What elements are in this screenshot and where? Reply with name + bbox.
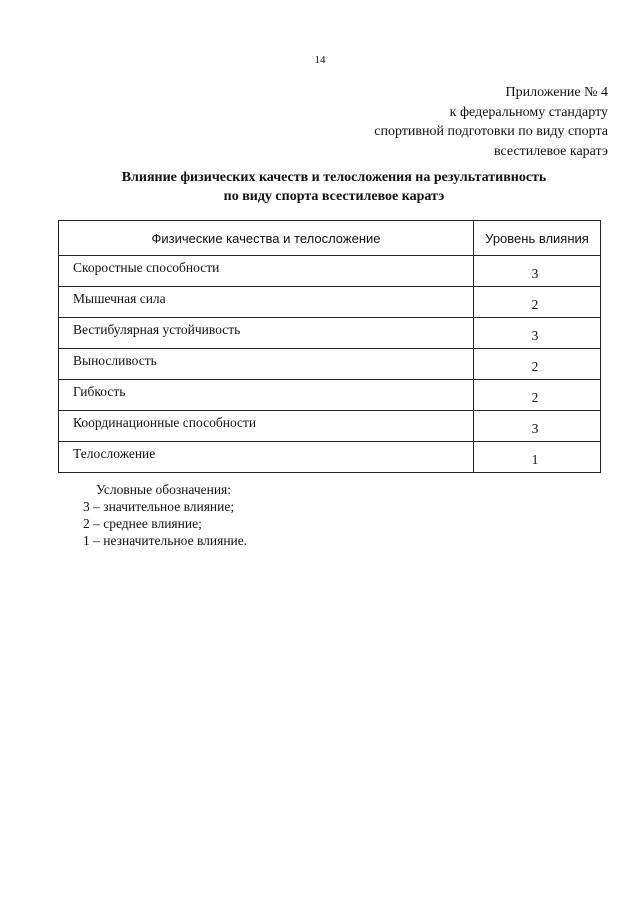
level-cell: 2 [474, 380, 601, 411]
level-cell: 3 [474, 318, 601, 349]
influence-table [58, 220, 601, 473]
quality-cell: Скоростные способности [59, 256, 474, 287]
quality-cell: Мышечная сила [59, 287, 474, 318]
quality-cell: Вестибулярная устойчивость [59, 318, 474, 349]
header-quality: Физические качества и телосложение [59, 221, 474, 256]
level-cell: 3 [474, 256, 601, 287]
legend-item: 2 – среднее влияние; [83, 516, 202, 531]
table-row [59, 256, 601, 287]
legend [83, 481, 247, 549]
appendix-line: к федеральному стандарту [449, 104, 608, 120]
appendix-line: Приложение № 4 [505, 85, 608, 100]
title-line: Влияние физических качеств и телосложения на результативность [121, 170, 547, 185]
document-title [0, 168, 640, 206]
legend-title: Условные обозначения: [96, 482, 232, 497]
page-number: 14 [314, 54, 326, 66]
level-cell: 2 [474, 349, 601, 380]
level-cell: 2 [474, 287, 601, 318]
table-header-row [59, 221, 601, 256]
table-row [59, 411, 601, 442]
appendix-line: спортивной подготовки по виду спорта [374, 124, 608, 139]
legend-item: 1 – незначительное влияние. [83, 533, 248, 548]
title-line: по виду спорта всестилевое каратэ [223, 189, 445, 204]
level-cell: 1 [474, 442, 601, 473]
quality-cell: Выносливость [59, 349, 474, 380]
appendix-line: всестилевое каратэ [493, 143, 608, 159]
table-row [59, 349, 601, 380]
table-row [59, 380, 601, 411]
quality-cell: Телосложение [59, 442, 474, 473]
quality-cell: Координационные способности [59, 411, 474, 442]
legend-item: 3 – значительное влияние; [83, 499, 235, 514]
table-row [59, 318, 601, 349]
table-row [59, 287, 601, 318]
quality-cell: Гибкость [59, 380, 474, 411]
appendix-block [374, 83, 608, 161]
table-row [59, 442, 601, 473]
header-level: Уровень влияния [474, 221, 601, 256]
level-cell: 3 [474, 411, 601, 442]
